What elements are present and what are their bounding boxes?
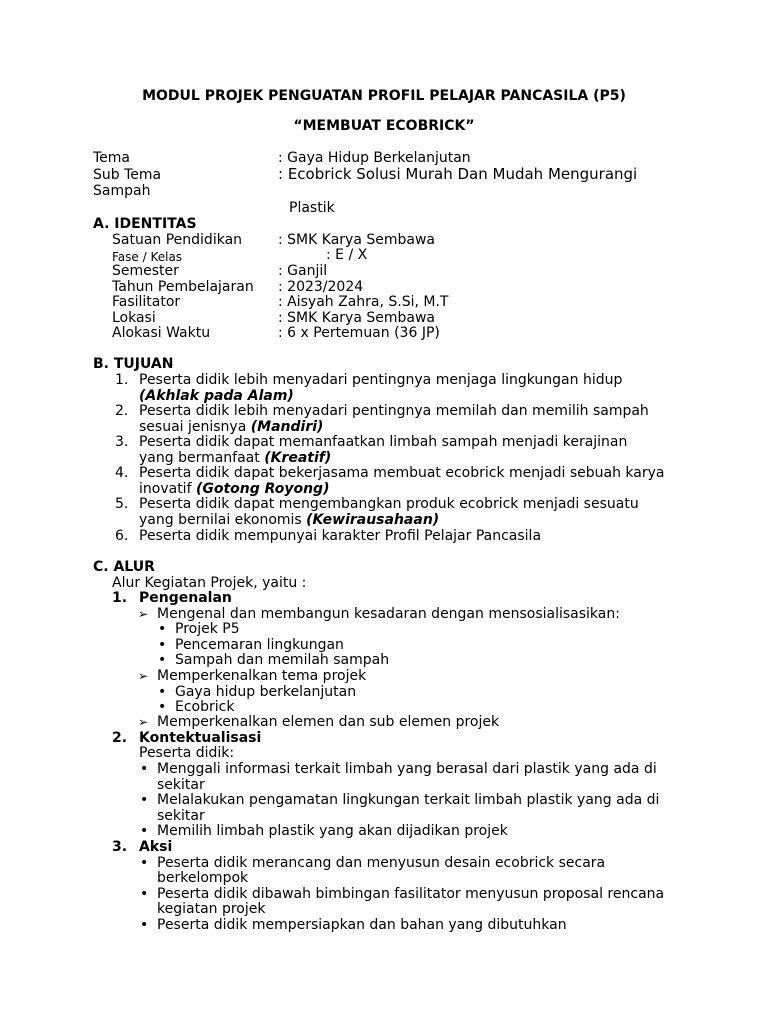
list-item-wrap: sekitar	[157, 808, 205, 824]
subtema-value-wrap: Plastik	[289, 200, 335, 216]
identitas-label: Semester	[112, 263, 179, 279]
list-item: • Sampah dan memilah sampah	[175, 652, 389, 668]
identitas-heading: A. IDENTITAS	[93, 216, 197, 232]
list-item: • Gaya hidup berkelanjutan	[175, 684, 356, 700]
alur-step-title: Pengenalan	[139, 590, 232, 606]
subtema-label-wrap: Sampah	[93, 183, 151, 199]
identitas-value: : 2023/2024	[278, 279, 364, 295]
list-item: • Projek P5	[175, 621, 240, 637]
identitas-value: : SMK Karya Sembawa	[278, 232, 435, 248]
alur-subpoint: ➢ Memperkenalkan elemen dan sub elemen projek	[157, 714, 499, 730]
tema-label: Tema	[93, 150, 131, 166]
alur-subpoint: ➢ Mengenal dan membangun kesadaran dengan mensosialisasikan:	[157, 606, 620, 622]
tema-value: : Gaya Hidup Berkelanjutan	[278, 150, 471, 166]
tujuan-text: yang bermanfaat	[139, 450, 265, 466]
identitas-label: Fase / Kelas	[112, 250, 183, 264]
identitas-label: Tahun Pembelajaran	[112, 279, 254, 295]
tujuan-text: Peserta didik mempunyai karakter Profil Pelajar Pancasila	[139, 528, 542, 544]
tujuan-item-2-line	[139, 450, 331, 466]
tujuan-text: sesuai jenisnya	[139, 419, 251, 435]
tujuan-tag: (Kewirausahaan)	[306, 512, 440, 528]
identitas-label: Fasilitator	[112, 294, 181, 310]
identitas-label: Satuan Pendidikan	[112, 232, 243, 248]
document-title: MODUL PROJEK PENGUATAN PROFIL PELAJAR PANCASILA (P5)	[142, 88, 626, 104]
tujuan-tag: (Kreatif)	[264, 450, 332, 466]
tujuan-heading: B. TUJUAN	[93, 356, 174, 372]
tujuan-text: inovatif	[139, 481, 196, 497]
tujuan-item-2-line	[139, 481, 329, 497]
tujuan-number: 6.	[115, 528, 129, 544]
subtema-value: : Ecobrick Solusi Murah Dan Mudah Mengurangi	[278, 165, 638, 183]
alur-step-intro: Peserta didik:	[139, 745, 235, 761]
tujuan-text: Peserta didik lebih menyadari pentingnya memilah dan memilih sampah	[139, 403, 649, 419]
identitas-value: : SMK Karya Sembawa	[278, 310, 435, 326]
tujuan-item-2-line	[139, 419, 323, 435]
tujuan-number: 1.	[115, 372, 129, 388]
identitas-value: : Aisyah Zahra, S.Si, M.T	[278, 294, 449, 310]
tujuan-number: 2.	[115, 403, 129, 419]
identitas-label: Lokasi	[112, 310, 156, 326]
alur-step-title: Kontektualisasi	[139, 730, 262, 746]
tujuan-text: Peserta didik dapat bekerjasama membuat ecobrick menjadi sebuah karya	[139, 465, 665, 481]
tujuan-number: 4.	[115, 465, 129, 481]
alur-intro: Alur Kegiatan Projek, yaitu :	[112, 575, 307, 591]
tujuan-text: Peserta didik lebih menyadari pentingnya menjaga lingkungan hidup	[139, 372, 623, 388]
list-item-wrap: sekitar	[157, 777, 205, 793]
tujuan-text: Peserta didik dapat memanfaatkan limbah sampah menjadi kerajinan	[139, 434, 628, 450]
list-item: • Ecobrick	[175, 699, 234, 715]
tujuan-tag: (Akhlak pada Alam)	[139, 388, 294, 404]
tujuan-number: 3.	[115, 434, 129, 450]
alur-subpoint: ➢ Memperkenalkan tema projek	[157, 668, 366, 684]
list-item: • Peserta didik dibawah bimbingan fasilitator menyusun proposal rencana	[157, 886, 664, 902]
tujuan-text: yang bernilai ekonomis	[139, 512, 307, 528]
identitas-value: : Ganjil	[278, 263, 328, 279]
tujuan-tag: (Mandiri)	[250, 419, 324, 435]
list-item: • Pencemaran lingkungan	[175, 637, 344, 653]
alur-step-number: 2.	[112, 730, 128, 746]
tujuan-tag: (Gotong Royong)	[195, 481, 330, 497]
list-item: • Peserta didik merancang dan menyusun desain ecobrick secara	[157, 855, 605, 871]
list-item: • Memilih limbah plastik yang akan dijadikan projek	[157, 823, 508, 839]
tujuan-number: 5.	[115, 496, 129, 512]
tujuan-item-2-line	[139, 388, 294, 404]
identitas-label: Alokasi Waktu	[112, 325, 211, 341]
identitas-value: : E / X	[326, 247, 368, 263]
alur-step-title: Aksi	[139, 839, 173, 855]
document-subtitle: “MEMBUAT ECOBRICK”	[293, 118, 475, 134]
tujuan-item-2-line	[139, 512, 439, 528]
alur-heading: C. ALUR	[93, 559, 155, 575]
list-item-wrap: berkelompok	[157, 870, 249, 886]
identitas-value: : 6 x Pertemuan (36 JP)	[278, 325, 440, 341]
list-item: • Peserta didik mempersiapkan dan bahan yang dibutuhkan	[157, 917, 567, 933]
list-item: • Menggali informasi terkait limbah yang berasal dari plastik yang ada di	[157, 761, 657, 777]
alur-step-number: 3.	[112, 839, 128, 855]
subtema-label: Sub Tema	[93, 167, 162, 183]
list-item: • Melalakukan pengamatan lingkungan terkait limbah plastik yang ada di	[157, 792, 659, 808]
tujuan-text: Peserta didik dapat mengembangkan produk ecobrick menjadi sesuatu	[139, 496, 639, 512]
alur-step-number: 1.	[112, 590, 128, 606]
list-item-wrap: kegiatan projek	[157, 901, 266, 917]
